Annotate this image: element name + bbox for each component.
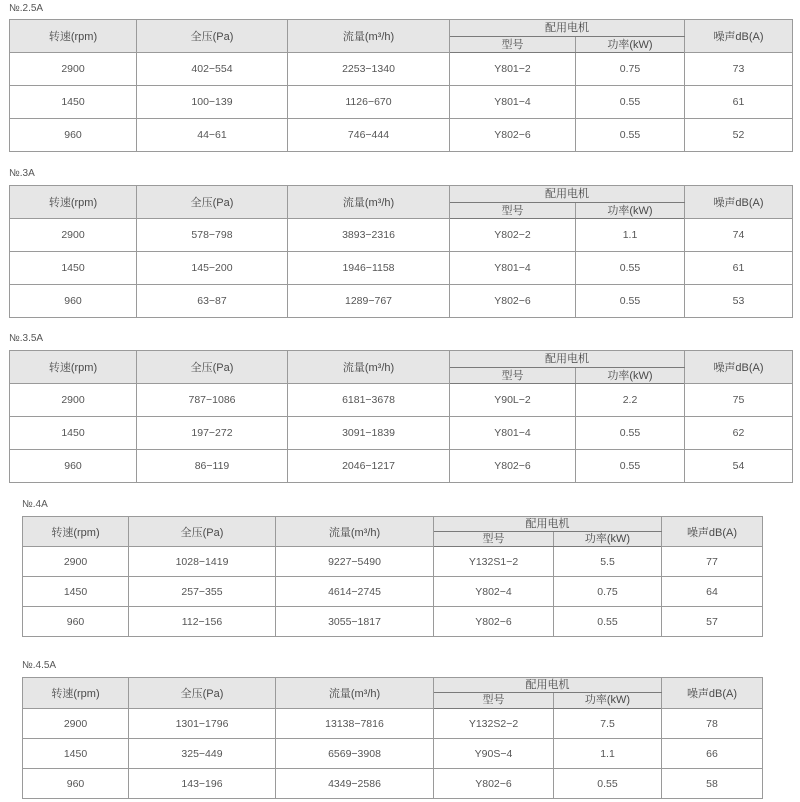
cell-motor-power: 1.1 [554, 739, 662, 769]
cell-pressure: 143−196 [129, 769, 276, 799]
cell-motor-power: 0.55 [554, 769, 662, 799]
table-row [23, 547, 763, 577]
cell-speed: 2900 [23, 547, 129, 577]
cell-flow: 1126−670 [288, 86, 450, 119]
table-row [23, 577, 763, 607]
header-motor-model: 型号 [450, 37, 576, 53]
cell-noise: 77 [662, 547, 763, 577]
table-row [10, 285, 793, 318]
header-pressure: 全压(Pa) [129, 678, 276, 709]
cell-motor-power: 0.55 [576, 417, 685, 450]
header-flow: 流量(m³/h) [288, 186, 450, 219]
table-row [23, 607, 763, 637]
cell-speed: 1450 [10, 417, 137, 450]
cell-motor-model: Y801−4 [450, 252, 576, 285]
cell-flow: 9227−5490 [276, 547, 434, 577]
model-number-label: №.4.5A [22, 660, 57, 671]
header-row [10, 186, 793, 203]
cell-noise: 66 [662, 739, 763, 769]
cell-noise: 58 [662, 769, 763, 799]
header-speed: 转速(rpm) [10, 186, 137, 219]
table-row [10, 119, 793, 152]
header-motor-model: 型号 [450, 368, 576, 384]
spec-table [9, 19, 793, 152]
table-row [23, 709, 763, 739]
cell-motor-power: 5.5 [554, 547, 662, 577]
cell-speed: 2900 [10, 384, 137, 417]
header-speed: 转速(rpm) [23, 678, 129, 709]
table-row [23, 739, 763, 769]
cell-speed: 2900 [23, 709, 129, 739]
cell-flow: 1289−767 [288, 285, 450, 318]
cell-flow: 2046−1217 [288, 450, 450, 483]
spec-table [22, 677, 763, 799]
cell-noise: 52 [685, 119, 793, 152]
cell-motor-model: Y802−2 [450, 219, 576, 252]
cell-noise: 78 [662, 709, 763, 739]
cell-motor-power: 0.55 [576, 86, 685, 119]
header-row [10, 20, 793, 37]
table-body [10, 53, 793, 152]
cell-motor-power: 2.2 [576, 384, 685, 417]
header-motor: 配用电机 [450, 20, 685, 37]
spec-table [22, 516, 763, 637]
header-noise: 噪声dB(A) [685, 20, 793, 53]
table-header [23, 678, 763, 709]
header-noise: 噪声dB(A) [662, 517, 763, 547]
cell-flow: 3091−1839 [288, 417, 450, 450]
cell-pressure: 86−119 [137, 450, 288, 483]
header-motor: 配用电机 [450, 351, 685, 368]
cell-pressure: 578−798 [137, 219, 288, 252]
cell-speed: 960 [10, 285, 137, 318]
cell-motor-model: Y90L−2 [450, 384, 576, 417]
header-motor-model: 型号 [434, 693, 554, 709]
header-flow: 流量(m³/h) [276, 678, 434, 709]
cell-speed: 1450 [23, 577, 129, 607]
header-speed: 转速(rpm) [10, 20, 137, 53]
cell-pressure: 145−200 [137, 252, 288, 285]
header-noise: 噪声dB(A) [685, 351, 793, 384]
cell-motor-model: Y801−4 [450, 417, 576, 450]
spec-block [8, 332, 793, 483]
cell-motor-power: 0.55 [576, 450, 685, 483]
cell-pressure: 112−156 [129, 607, 276, 637]
cell-motor-power: 1.1 [576, 219, 685, 252]
cell-flow: 4349−2586 [276, 769, 434, 799]
cell-motor-model: Y802−6 [434, 769, 554, 799]
cell-pressure: 197−272 [137, 417, 288, 450]
table-body [23, 547, 763, 637]
model-number-label: №.3.5A [9, 333, 44, 344]
cell-flow: 2253−1340 [288, 53, 450, 86]
table-body [23, 709, 763, 799]
cell-motor-model: Y801−4 [450, 86, 576, 119]
cell-speed: 960 [23, 607, 129, 637]
header-pressure: 全压(Pa) [137, 186, 288, 219]
header-noise: 噪声dB(A) [662, 678, 763, 709]
table-body [10, 384, 793, 483]
cell-flow: 6181−3678 [288, 384, 450, 417]
table-row [10, 86, 793, 119]
spec-table [9, 350, 793, 483]
cell-pressure: 1301−1796 [129, 709, 276, 739]
table-header [10, 351, 793, 384]
cell-noise: 61 [685, 86, 793, 119]
cell-speed: 2900 [10, 219, 137, 252]
cell-motor-model: Y801−2 [450, 53, 576, 86]
header-motor-model: 型号 [434, 532, 554, 547]
cell-flow: 1946−1158 [288, 252, 450, 285]
cell-motor-model: Y132S1−2 [434, 547, 554, 577]
cell-flow: 3055−1817 [276, 607, 434, 637]
cell-pressure: 402−554 [137, 53, 288, 86]
header-row [10, 351, 793, 368]
header-speed: 转速(rpm) [10, 351, 137, 384]
header-speed: 转速(rpm) [23, 517, 129, 547]
cell-flow: 746−444 [288, 119, 450, 152]
cell-noise: 75 [685, 384, 793, 417]
table-header [10, 186, 793, 219]
table-row [10, 417, 793, 450]
cell-speed: 1450 [23, 739, 129, 769]
header-pressure: 全压(Pa) [129, 517, 276, 547]
cell-motor-power: 0.55 [554, 607, 662, 637]
cell-noise: 61 [685, 252, 793, 285]
cell-flow: 6569−3908 [276, 739, 434, 769]
cell-speed: 1450 [10, 86, 137, 119]
cell-pressure: 44−61 [137, 119, 288, 152]
cell-noise: 73 [685, 53, 793, 86]
spec-table [9, 185, 793, 318]
cell-motor-model: Y90S−4 [434, 739, 554, 769]
header-motor-power: 功率(kW) [576, 37, 685, 53]
table-header [10, 20, 793, 53]
cell-motor-power: 0.55 [576, 285, 685, 318]
header-motor: 配用电机 [450, 186, 685, 203]
cell-motor-power: 0.55 [576, 119, 685, 152]
cell-motor-model: Y802−4 [434, 577, 554, 607]
header-row [23, 678, 763, 693]
header-motor: 配用电机 [434, 678, 662, 693]
cell-pressure: 787−1086 [137, 384, 288, 417]
header-motor: 配用电机 [434, 517, 662, 532]
cell-flow: 3893−2316 [288, 219, 450, 252]
header-noise: 噪声dB(A) [685, 186, 793, 219]
table-row [10, 450, 793, 483]
cell-noise: 57 [662, 607, 763, 637]
cell-pressure: 325−449 [129, 739, 276, 769]
cell-pressure: 63−87 [137, 285, 288, 318]
spec-block [8, 2, 793, 152]
header-motor-power: 功率(kW) [554, 693, 662, 709]
cell-motor-power: 0.75 [554, 577, 662, 607]
cell-pressure: 100−139 [137, 86, 288, 119]
cell-noise: 64 [662, 577, 763, 607]
model-number-label: №.4A [22, 499, 48, 510]
cell-speed: 960 [10, 450, 137, 483]
cell-motor-model: Y802−6 [450, 285, 576, 318]
spec-block [8, 167, 793, 318]
cell-motor-power: 0.55 [576, 252, 685, 285]
spec-block [21, 659, 763, 799]
cell-noise: 62 [685, 417, 793, 450]
cell-motor-power: 0.75 [576, 53, 685, 86]
header-flow: 流量(m³/h) [276, 517, 434, 547]
header-motor-power: 功率(kW) [576, 368, 685, 384]
cell-flow: 4614−2745 [276, 577, 434, 607]
table-body [10, 219, 793, 318]
table-row [23, 769, 763, 799]
model-number-label: №.3A [9, 168, 35, 179]
header-flow: 流量(m³/h) [288, 351, 450, 384]
cell-pressure: 1028−1419 [129, 547, 276, 577]
cell-speed: 960 [23, 769, 129, 799]
header-flow: 流量(m³/h) [288, 20, 450, 53]
cell-speed: 1450 [10, 252, 137, 285]
table-row [10, 53, 793, 86]
cell-noise: 74 [685, 219, 793, 252]
spec-block [21, 498, 763, 637]
header-motor-model: 型号 [450, 203, 576, 219]
model-number-label: №.2.5A [9, 3, 44, 14]
cell-flow: 13138−7816 [276, 709, 434, 739]
cell-motor-model: Y802−6 [434, 607, 554, 637]
table-row [10, 252, 793, 285]
cell-motor-model: Y802−6 [450, 450, 576, 483]
header-row [23, 517, 763, 532]
cell-noise: 54 [685, 450, 793, 483]
header-pressure: 全压(Pa) [137, 351, 288, 384]
cell-motor-power: 7.5 [554, 709, 662, 739]
cell-noise: 53 [685, 285, 793, 318]
header-motor-power: 功率(kW) [576, 203, 685, 219]
header-pressure: 全压(Pa) [137, 20, 288, 53]
cell-motor-model: Y132S2−2 [434, 709, 554, 739]
header-motor-power: 功率(kW) [554, 532, 662, 547]
table-row [10, 219, 793, 252]
cell-pressure: 257−355 [129, 577, 276, 607]
table-row [10, 384, 793, 417]
table-header [23, 517, 763, 547]
cell-speed: 960 [10, 119, 137, 152]
cell-motor-model: Y802−6 [450, 119, 576, 152]
cell-speed: 2900 [10, 53, 137, 86]
